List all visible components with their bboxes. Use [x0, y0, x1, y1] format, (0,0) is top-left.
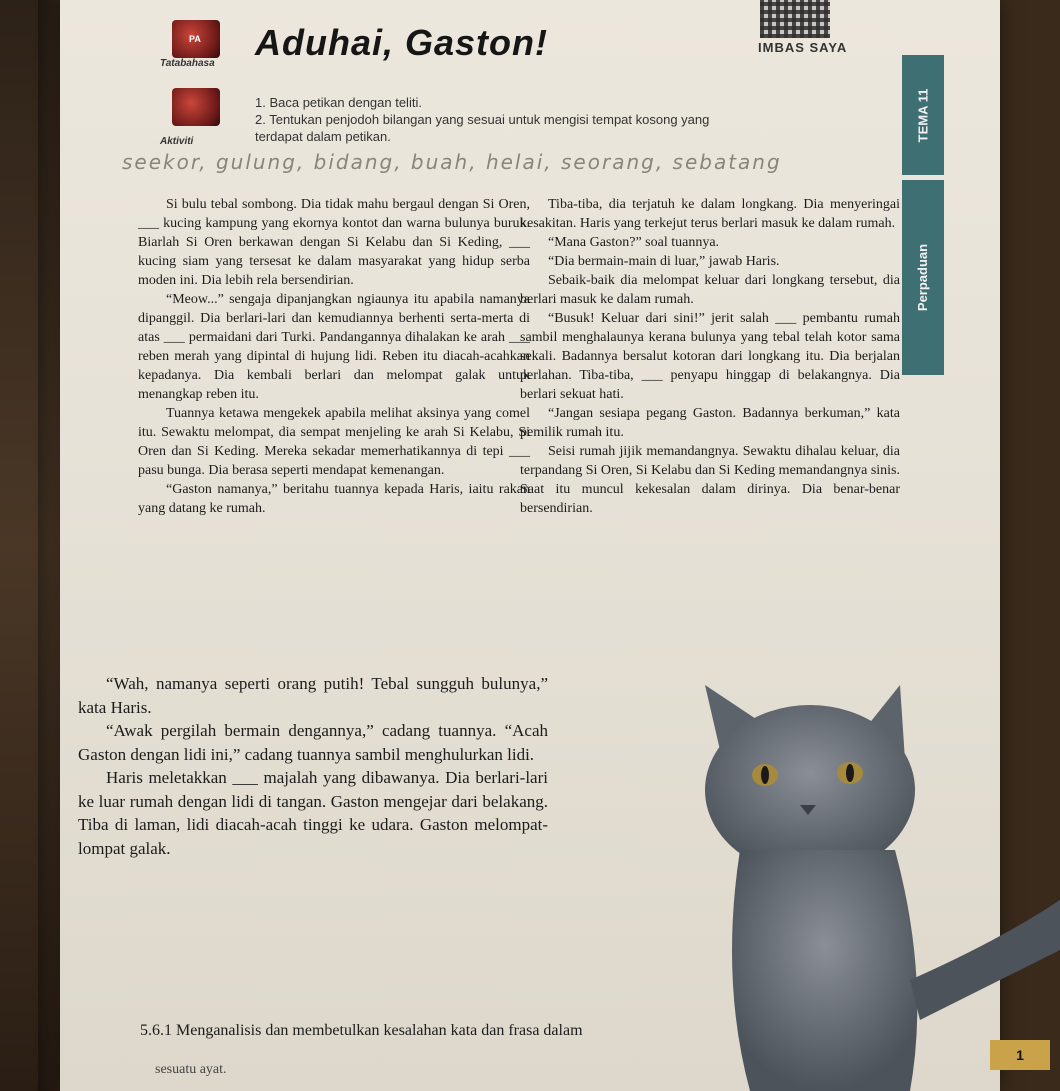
paragraph: Sebaik-baik dia melompat keluar dari longkang tersebut, dia berlari masuk ke dalam rumah.	[520, 273, 900, 307]
instruction-1: 1. Baca petikan dengan teliti.	[255, 95, 422, 110]
paragraph: Seisi rumah jijik memandangnya. Sewaktu dihalau keluar, dia terpandang Si Oren, Si Kelabu dan Si Keding memandangnya sinis. Saat itu muncul kekesalan dalam dirinya. Dia benar-benar bersendirian.	[520, 444, 900, 516]
paragraph: “Awak pergilah bermain dengannya,” cadang tuannya. “Acah Gaston dengan lidi ini,” cadang tuannya sambil menghulurkan lidi.	[78, 721, 548, 764]
paragraph: “Meow...” sengaja dipanjangkan ngiaunya itu apabila namanya dipanggil. Dia berlari-lari dan kemudiannya berhenti serta-merta di atas ___ permaidani dari Turki. Pandangannya dihalakan ke arah ___ reben merah yang dipintal di hujung lidi. Reben itu diacah-acahkan kepadanya. Dia kembali berlari dan melompat galak untuk menangkap reben itu.	[138, 292, 530, 402]
perpaduan-tab: Perpaduan	[902, 180, 944, 375]
imbas-saya-label: IMBAS SAYA	[758, 40, 848, 55]
page-number: 1	[990, 1040, 1050, 1070]
activity-label: Aktiviti	[160, 136, 194, 147]
textbook-page	[60, 0, 1024, 1091]
paragraph: Haris meletakkan ___ majalah yang dibawanya. Dia berlari-lari ke luar rumah dengan lidi di tangan. Gaston mengejar dari belakang. Tiba di laman, lidi diacah-acah tinggi ke udara. Gaston melompat-lompat galak.	[78, 768, 548, 858]
paragraph: Si bulu tebal sombong. Dia tidak mahu bergaul dengan Si Oren, ___ kucing kampung yang ekornya kontot dan warna bulunya buruk. Biarlah Si Oren berkawan dengan Si Kelabu dan Si Keding, ___ kucing siam yang tersesat ke dalam masyarakat yang hidup serba moden ini. Dia lebih rela bersendirian.	[138, 197, 530, 288]
paragraph: “Busuk! Keluar dari sini!” jerit salah ___ pembantu rumah sambil menghalaunya kerana bulunya yang tebal telah kotor sama sekali. Badannya bersalut kotoran dari longkang itu. Dia berjalan perlahan. Tiba-tiba, ___ penyapu hinggap di belakangnya. Dia berlari sekuat hati.	[520, 311, 900, 402]
learning-standard-cont: sesuatu ayat.	[155, 1062, 227, 1077]
passage-column-left	[138, 195, 530, 518]
paragraph: “Mana Gaston?” soal tuannya.	[548, 235, 720, 250]
tatabahasa-icon: PA	[172, 20, 220, 58]
passage-column-lower	[78, 672, 548, 860]
tema-tab: TEMA 11	[902, 55, 944, 175]
paragraph: Tuannya ketawa mengekek apabila melihat aksinya yang comel itu. Sewaktu melompat, dia sempat menjeling ke arah Si Kelabu, Si Oren dan Si Keding. Mereka sekadar memerhatikannya di tepi ___ pasu bunga. Dia berasa seperti mendapat kemenangan.	[138, 406, 530, 478]
page-title: Aduhai, Gaston!	[255, 22, 548, 63]
section-label: Tatabahasa	[160, 58, 215, 69]
instruction-2-cont: terdapat dalam petikan.	[255, 129, 391, 144]
handwritten-answers: seekor, gulung, bidang, buah, helai, seorang, sebatang	[122, 150, 782, 174]
instruction-2: 2. Tentukan penjodoh bilangan yang sesuai untuk mengisi tempat kosong yang	[255, 112, 710, 127]
book-spine-edge	[0, 0, 60, 1091]
paragraph: “Gaston namanya,” beritahu tuannya kepada Haris, iaitu rakan yang datang ke rumah.	[138, 482, 530, 516]
passage-column-right	[520, 195, 900, 518]
grey-kitten-photo	[680, 680, 1060, 1091]
paragraph: “Wah, namanya seperti orang putih! Tebal sungguh bulunya,” kata Haris.	[78, 674, 548, 717]
paragraph: “Jangan sesiapa pegang Gaston. Badannya berkuman,” kata pemilik rumah itu.	[520, 406, 900, 440]
paragraph: Tiba-tiba, dia terjatuh ke dalam longkang. Dia menyeringai kesakitan. Haris yang terkejut terus berlari masuk ke dalam rumah.	[520, 197, 900, 231]
aktiviti-icon	[172, 88, 220, 126]
learning-standard: 5.6.1 Menganalisis dan membetulkan kesalahan kata dan frasa dalam	[140, 1022, 583, 1039]
qr-code[interactable]	[760, 0, 830, 38]
paragraph: “Dia bermain-main di luar,” jawab Haris.	[548, 254, 780, 269]
